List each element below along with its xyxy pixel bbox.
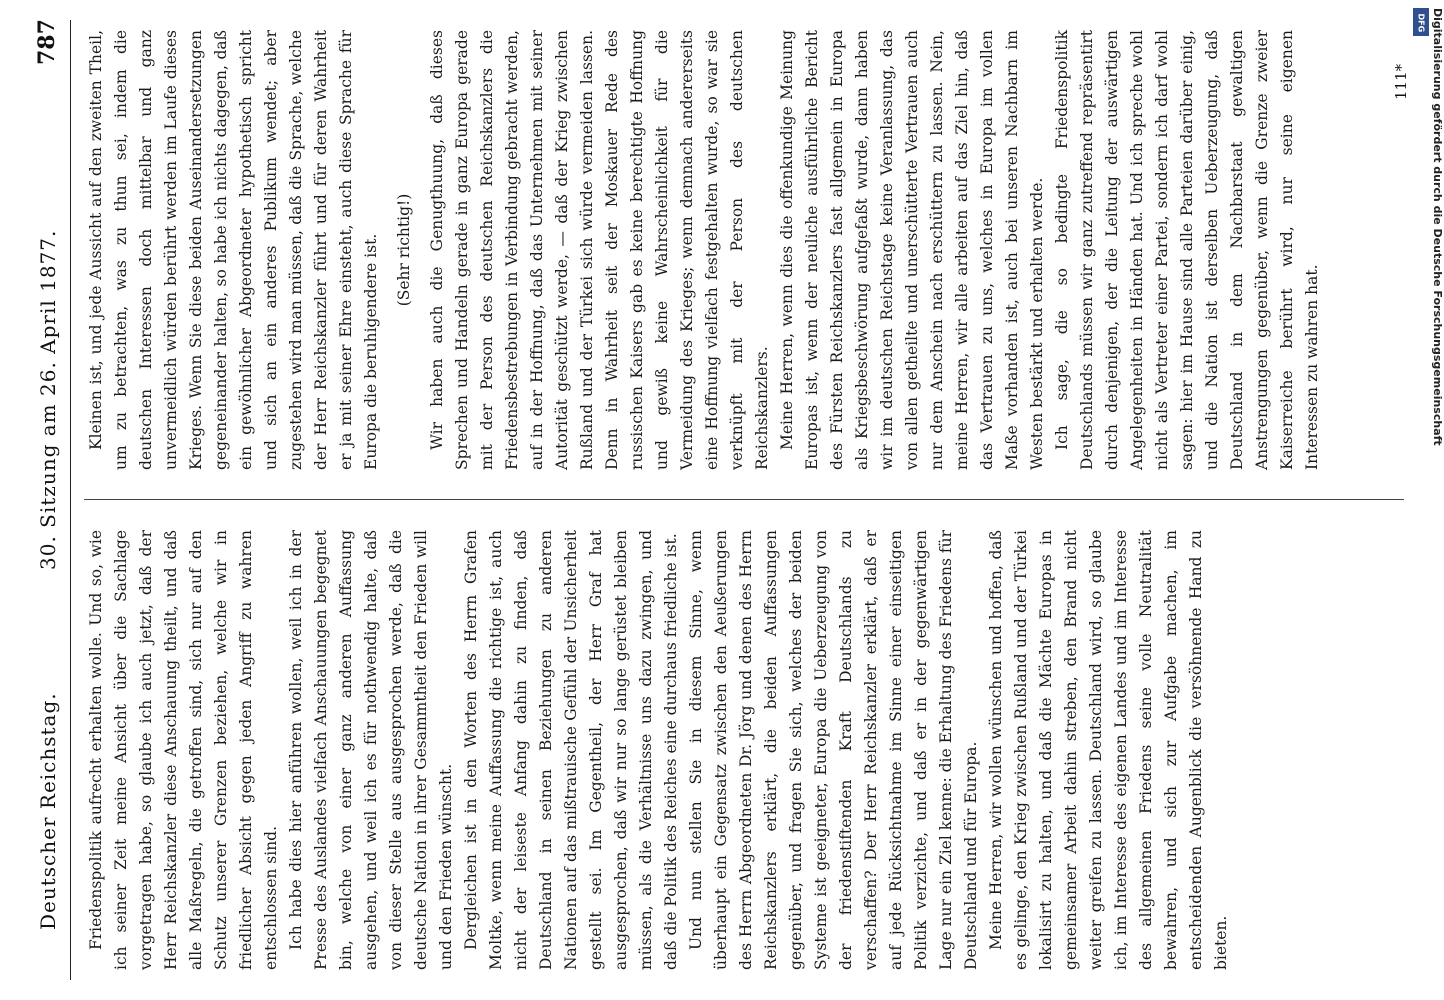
dfg-logo-text: DFG (1416, 13, 1426, 33)
header-session-date: 30. Sitzung am 26. April 1877. (36, 229, 60, 570)
paragraph: Und nun stellen Sie in diesem Sinne, wenn überhaupt ein Gegensatz zwischen den Aeußerungen des Herrn Abgeordneten Dr. Jörg und denen des Herrn Reichskanzlers erklärt, die beiden Auffassungen gegenüber, und fragen Sie sich, welches der beiden Systeme ist geeigneter, Europa die Ueberzeugung von der friedenstiftenden Kraft Deutschlands zu verschaffen? Der Herr Reichskanzler erklärt, daß er auf jede Rücksichtnahme im Sinne einer einseitigen Politik verzichte, und daß er in der gegenwärtigen Lage nur ein Ziel kenne: die Erhaltung des Friedens für Deutschland und für Europa. (687, 530, 980, 970)
paragraph: Wir haben auch die Genugthuung, daß dieses Sprechen und Handeln gerade in ganz Europa gerade mit der Person des deutschen Reichskanzlers die Friedensbestrebungen in Verbindung gebracht werden, auf in der Hoffnung, daß das Unternehmen mit seiner Autorität geschützt werde, — daß der Krieg zwischen Rußland und der Türkei sich würde vermeiden lassen. Denn in Wahrheit seit der Moskauer Rede des russischen Kaisers gab es keine berechtigte Hoffnung und gewiß keine Wahrscheinlichkeit für die Vermeidung des Krieges; wenn demnach andererseits eine Hoffnung vielfach festgehalten wurde, so war sie verknüpft mit der Person des deutschen Reichskanzlers. (428, 30, 771, 470)
paragraph: Meine Herren, wir wollen wünschen und hoffen, daß es gelinge, den Krieg zwischen Rußland und der Türkei lokalisirt zu halten, und daß die Mächte Europas in gemeinsamer Arbeit dahin streben, den Brand nicht weiter greifen zu lassen. Deutschland wird, so glaube ich, im Interesse des eigenen Landes und im Interesse des allgemeinen Friedens seine volle Neutralität bewahren, und sich zur Aufgabe machen, im entscheidenden Augenblick die versöhnende Hand zu bieten. (987, 530, 1230, 970)
paragraph: Ich habe dies hier anführen wollen, weil ich in der Presse des Auslandes vielfach Anschauungen begegnet bin, welche von einer ganz anderen Auffassung ausgehen, und weil ich es für nothwendig halte, daß von dieser Stelle aus ausgesprochen werde, daß die deutsche Nation in ihrer Gesammtheit den Frieden will und den Frieden wünscht. (287, 530, 455, 970)
paragraph: Friedenspolitik aufrecht erhalten wolle. Und so, wie ich seiner Zeit meine Ansicht über die Sachlage vorgetragen habe, so glaube ich auch jetzt, daß der Herr Reichskanzler diese Anschauung theilt, und daß alle Maßregeln, die getroffen sind, sich nur auf den Schutz unserer Grenzen beziehen, welche wir in friedlicher Absicht gegen jeden Angriff zu wahren entschlossen sind. (87, 530, 280, 970)
text-column-right (84, 30, 1404, 470)
paragraph: Dergleichen ist in den Worten des Herrn Grafen Moltke, wenn meine Auffassung die richtige ist, auch nicht der leiseste Anfang dahin zu finden, daß Deutschland in seinen Beziehungen zu anderen Nationen auf das mißtrauische Gefühl der Unsicherheit gestellt sei. Im Gegentheil, der Herr Graf hat ausgesprochen, daß wir nur so lange gerüstet bleiben müssen, als die Verhältnisse uns dazu zwingen, und daß die Politik des Reiches eine durchaus friedliche ist. (462, 530, 680, 970)
funding-notice: Digitalisierung gefördert durch die Deutsche Forschungsgemeinschaft (1431, 8, 1444, 446)
approval-remark: (Sehr richtig!) (395, 193, 413, 307)
column-divider (84, 499, 1404, 500)
header-page-number: 787 (34, 19, 60, 65)
dfg-logo (1413, 8, 1429, 36)
signature-mark: 111* (1392, 63, 1410, 100)
header-publication-title: Deutscher Reichstag. (36, 692, 60, 930)
paragraph: Kleinen ist, und jede Aussicht auf den zweiten Theil, um zu betrachten, was zu thun sei, indem die deutschen Interessen doch mittelbar und ganz unvermeidlich würden berührt werden im Laufe dieses Krieges. Wenn Sie diese beiden Auseinandersetzungen gegeneinander halten, so habe ich nichts dagegen, daß ein gewöhnlicher Abgeordneter hypothetisch spricht und sich an ein anderes Publikum wendet; aber zugestehen wird man müssen, daß die Sprache, welche der Herr Reichskanzler führt und für deren Wahrheit er ja mit seiner Ehre einsteht, auch diese Sprache für Europa die beruhigendere ist. (87, 30, 380, 470)
printed-page-rotated (14, 0, 1414, 1000)
page-header (14, 0, 74, 1000)
paragraph: Meine Herren, wenn dies die offenkundige Meinung Europas ist, wenn der neuliche ausführliche Bericht des Fürsten Reichskanzlers fast allgemein in Europa als Kriegsbeschwörung aufgefaßt wurde, dann haben wir im deutschen Reichstage keine Veranlassung, das von allen getheilte und unerschütterte Vertrauen auch nur dem Anschein nach erschüttern zu lassen. Nein, meine Herren, wir alle arbeiten auf das Ziel hin, daß das Vertrauen zu uns, welches in Europa im vollen Maße vorhanden ist, auch bei unseren Nachbarn im Westen bestärkt und erhalten werde. (778, 30, 1046, 470)
paragraph: Ich sage, die so bedingte Friedenspolitik Deutschlands müssen wir ganz zutreffend repräsentirt durch denjenigen, der die Leitung der auswärtigen Angelegenheiten in Händen hat. Und ich spreche wohl nicht als Vertreter einer Partei, sondern ich darf wohl sagen: hier im Hause sind alle Parteien darüber einig, und die Nation ist derselben Ueberzeugung, daß Deutschland in dem Nachbarstaat gewaltigen Anstrengungen gegenüber, wenn die Grenze zweier Kaiserreiche berührt wird, nur seine eigenen Interessen zu wahren hat. (1053, 30, 1321, 470)
header-rule (70, 20, 71, 980)
text-column-left (84, 530, 1404, 970)
